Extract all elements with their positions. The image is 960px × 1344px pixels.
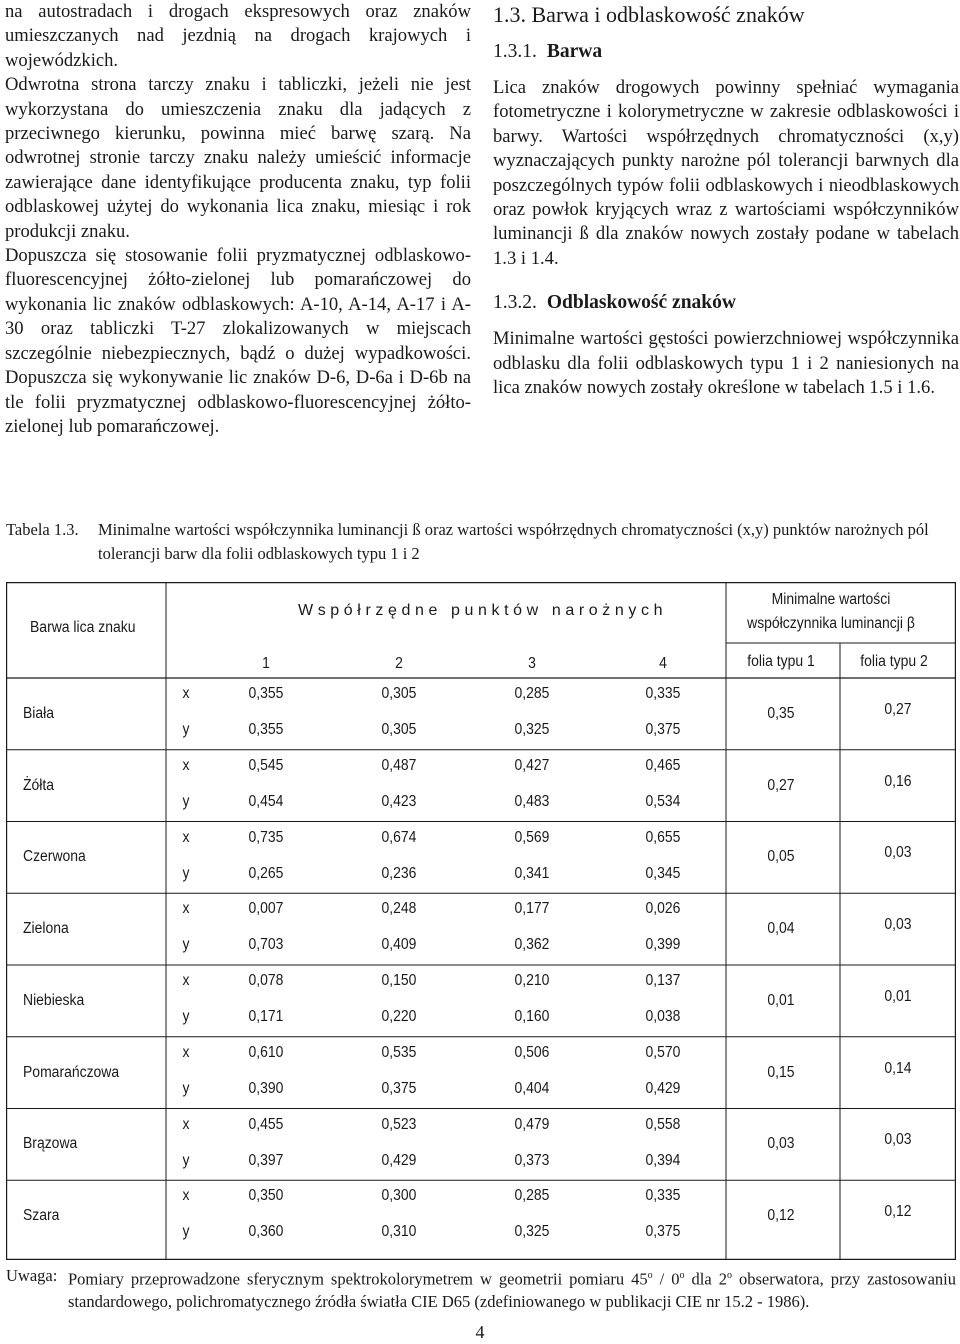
coord-x-3: 0,506: [514, 1043, 550, 1061]
subsection-number: 1.3.1.: [493, 41, 537, 62]
subsection-heading-odblaskowosc: [493, 291, 959, 315]
coord-y-1: 0,703: [248, 936, 284, 954]
axis-label-x: x: [182, 900, 190, 918]
color-name-8: Szara: [23, 1207, 60, 1225]
beta-foil-2: 0,03: [884, 916, 912, 934]
coord-x-4: 0,335: [645, 685, 681, 702]
beta-foil-2: 0,12: [884, 1203, 912, 1221]
axis-label-x: x: [182, 972, 190, 989]
coord-y-1: 0,265: [248, 864, 284, 882]
axis-label-x: x: [182, 756, 190, 774]
coord-y-4: 0,429: [645, 1079, 681, 1097]
beta-foil-2: 0,03: [884, 1131, 912, 1149]
beta-foil-1: 0,35: [767, 704, 795, 722]
paragraph-fluorescent-foil: Dopuszcza się stosowanie folii pryzmatycznej odblaskowo-fluorescencyjnej żółto-zielonej lub pomarańczowej do wykonania lic znaków odblaskowych: A-10, A-14, A-17 i A-30 oraz tabliczki T-27 zlokalizowanych w miejscach szczególnie niebezpiecznych, bądź o dużej wypadkowości. Dopuszcza się wykonywanie lic znaków D-6, D-6a i D-6b na tle folii pryzmatycznej odblaskowo-fluorescencyjnej żółto-zielonej lub pomarańczowej.: [5, 245, 471, 437]
coord-y-2: 0,409: [381, 936, 417, 954]
axis-label-y: y: [182, 792, 190, 810]
beta-foil-1: 0,15: [767, 1063, 795, 1081]
coord-y-1: 0,355: [248, 721, 284, 738]
subsection-heading-barwa: [493, 40, 959, 64]
beta-foil-1: 0,05: [767, 848, 795, 866]
coord-x-3: 0,177: [514, 900, 550, 918]
axis-label-x: x: [182, 1187, 190, 1205]
coord-y-1: 0,171: [248, 1008, 284, 1025]
color-name-5: Niebieska: [23, 991, 85, 1009]
coord-y-4: 0,038: [645, 1008, 681, 1025]
coord-x-3: 0,569: [514, 828, 550, 846]
color-name-7: Brązowa: [23, 1135, 78, 1153]
coord-y-4: 0,394: [645, 1151, 681, 1169]
header-point-3: 3: [528, 655, 536, 672]
coord-y-3: 0,404: [514, 1079, 550, 1097]
beta-foil-1: 0,01: [767, 991, 795, 1009]
header-luminance-line1: Minimalne wartości: [771, 591, 891, 608]
axis-label-y: y: [182, 1008, 190, 1025]
axis-label-y: y: [182, 864, 190, 882]
coord-x-2: 0,487: [381, 756, 417, 774]
header-coordinates: Współrzędne punktów narożnych: [298, 602, 668, 619]
coord-y-3: 0,362: [514, 936, 550, 954]
coord-y-1: 0,397: [248, 1151, 284, 1169]
beta-foil-2: 0,03: [884, 844, 912, 862]
header-point-2: 2: [395, 655, 403, 672]
section-heading: 1.3. Barwa i odblaskowość znaków: [493, 2, 805, 27]
header-point-4: 4: [659, 655, 667, 672]
axis-label-y: y: [182, 936, 190, 954]
axis-label-x: x: [182, 685, 190, 702]
beta-foil-1: 0,03: [767, 1135, 795, 1153]
page-number: 4: [475, 1322, 485, 1342]
coord-x-4: 0,137: [645, 972, 681, 989]
axis-label-y: y: [182, 1151, 190, 1169]
coord-y-2: 0,310: [381, 1223, 417, 1241]
coord-y-3: 0,483: [514, 792, 550, 810]
coord-y-2: 0,429: [381, 1151, 417, 1169]
coord-y-3: 0,325: [514, 721, 550, 738]
coord-y-2: 0,375: [381, 1079, 417, 1097]
coord-x-4: 0,465: [645, 756, 681, 774]
coord-y-4: 0,345: [645, 864, 681, 882]
coord-x-1: 0,355: [248, 685, 284, 702]
color-name-2: Żółta: [23, 776, 55, 794]
coord-y-4: 0,375: [645, 721, 681, 738]
color-name-6: Pomarańczowa: [23, 1063, 120, 1081]
coord-y-4: 0,399: [645, 936, 681, 954]
header-foil-2: folia typu 2: [860, 653, 928, 670]
coord-x-1: 0,350: [248, 1187, 284, 1205]
table-caption-text: Minimalne wartości współczynnika luminancji ß oraz wartości współrzędnych chromatyczności (x,y) punktów narożnych pól tolerancji barw dla folii odblaskowych typu 1 i 2: [98, 520, 929, 563]
coord-x-1: 0,735: [248, 828, 284, 846]
beta-foil-1: 0,12: [767, 1207, 795, 1225]
header-luminance-line2: współczynnika luminancji β: [747, 615, 915, 632]
coord-y-4: 0,375: [645, 1223, 681, 1241]
coord-x-1: 0,078: [248, 972, 284, 989]
chromaticity-table: [6, 582, 956, 1260]
coord-x-2: 0,674: [381, 828, 417, 846]
color-name-1: Biała: [23, 704, 55, 722]
axis-label-x: x: [182, 828, 190, 846]
coord-x-3: 0,427: [514, 756, 550, 774]
paragraph-barwa: Lica znaków drogowych powinny spełniać wymagania fotometryczne i kolorymetryczne w zakresie odblaskowości i barwy. Wartości współrzędnych chromatyczności (x,y) wyznaczających punkty narożne pól tolerancji barwnych dla poszczególnych typów folii odblaskowych i nieodblaskowych oraz powłok kryjących wraz z wartościami współczynników luminancji ß dla znaków nowych zostały podane w tabelach 1.3 i 1.4.: [493, 77, 959, 269]
subsection-number: 1.3.2.: [493, 292, 537, 314]
subsection-title: Barwa: [546, 41, 603, 62]
color-name-3: Czerwona: [23, 848, 86, 866]
beta-foil-1: 0,27: [767, 776, 795, 794]
axis-label-y: y: [182, 1079, 190, 1097]
coord-x-1: 0,455: [248, 1115, 284, 1133]
coord-y-3: 0,325: [514, 1223, 550, 1241]
coord-x-3: 0,210: [514, 972, 550, 989]
axis-label-y: y: [182, 1223, 190, 1241]
subsection-title: Odblaskowość znaków: [546, 292, 736, 314]
coord-y-1: 0,454: [248, 792, 284, 810]
note-label: Uwaga:: [6, 1266, 58, 1285]
coord-x-1: 0,007: [248, 900, 284, 918]
coord-x-4: 0,026: [645, 900, 681, 918]
note-text: Pomiary przeprowadzone sferycznym spektrokolorymetrem w geometrii pomiaru 45$^o$ / 0$^o$ dla 2$^o$ obserwatora, przy zastosowaniu standardowego, polichromatycznego źródła światła CIE D65 (zdefiniowanego w publikacji CIE nr 15.2 - 1986).: [68, 1269, 956, 1311]
coord-x-4: 0,570: [645, 1043, 681, 1061]
beta-foil-2: 0,14: [884, 1059, 912, 1077]
axis-label-y: y: [182, 721, 190, 738]
coord-x-2: 0,305: [381, 685, 417, 702]
table-caption-label: Tabela 1.3.: [6, 520, 79, 539]
coord-x-3: 0,285: [514, 1187, 550, 1205]
beta-foil-2: 0,27: [884, 700, 912, 718]
coord-x-1: 0,610: [248, 1043, 284, 1061]
paragraph-reverse-side: Odwrotna strona tarczy znaku i tabliczki, jeżeli nie jest wykorzystana do umieszczenia znaku dla jadących z przeciwnego kierunku, powinna mieć barwę szarą. Na odwrotnej stronie tarczy znaku należy umieścić informacje zawierające dane identyfikujące producenta znaku, typ folii odblaskowej użytej do wykonania lica znaku, miesiąc i rok produkcji znaku.: [5, 74, 471, 242]
coord-x-3: 0,285: [514, 685, 550, 702]
coord-x-2: 0,535: [381, 1043, 417, 1061]
header-color: Barwa lica znaku: [30, 619, 136, 636]
coord-y-3: 0,341: [514, 864, 550, 882]
coord-y-3: 0,160: [514, 1008, 550, 1025]
coord-y-2: 0,236: [381, 864, 417, 882]
header-foil-1: folia typu 1: [747, 653, 815, 670]
beta-foil-2: 0,16: [884, 772, 912, 790]
coord-y-2: 0,220: [381, 1008, 417, 1025]
coord-x-1: 0,545: [248, 756, 284, 774]
left-column: [5, 0, 471, 439]
right-column: [493, 0, 959, 400]
header-point-1: 1: [262, 655, 270, 672]
coord-x-4: 0,655: [645, 828, 681, 846]
coord-y-1: 0,360: [248, 1223, 284, 1241]
coord-y-1: 0,390: [248, 1079, 284, 1097]
paragraph-odblaskowosc: Minimalne wartości gęstości powierzchniowej współczynnika odblasku dla folii odblaskowych typu 1 i 2 naniesionych na lica znaków nowych zostały określone w tabelach 1.5 i 1.6.: [493, 328, 959, 399]
coord-x-2: 0,300: [381, 1187, 417, 1205]
coord-y-2: 0,305: [381, 721, 417, 738]
coord-x-3: 0,479: [514, 1115, 550, 1133]
coord-x-4: 0,558: [645, 1115, 681, 1133]
beta-foil-2: 0,01: [884, 987, 912, 1005]
axis-label-x: x: [182, 1115, 190, 1133]
paragraph-continuation: na autostradach i drogach ekspresowych oraz znaków umieszczanych nad jezdnią na drogach krajowych i wojewódzkich.: [5, 1, 471, 71]
coord-y-4: 0,534: [645, 792, 681, 810]
coord-x-4: 0,335: [645, 1187, 681, 1205]
coord-y-2: 0,423: [381, 792, 417, 810]
axis-label-x: x: [182, 1043, 190, 1061]
color-name-4: Zielona: [23, 920, 69, 938]
coord-x-2: 0,150: [381, 972, 417, 989]
coord-y-3: 0,373: [514, 1151, 550, 1169]
beta-foil-1: 0,04: [767, 920, 795, 938]
coord-x-2: 0,248: [381, 900, 417, 918]
coord-x-2: 0,523: [381, 1115, 417, 1133]
